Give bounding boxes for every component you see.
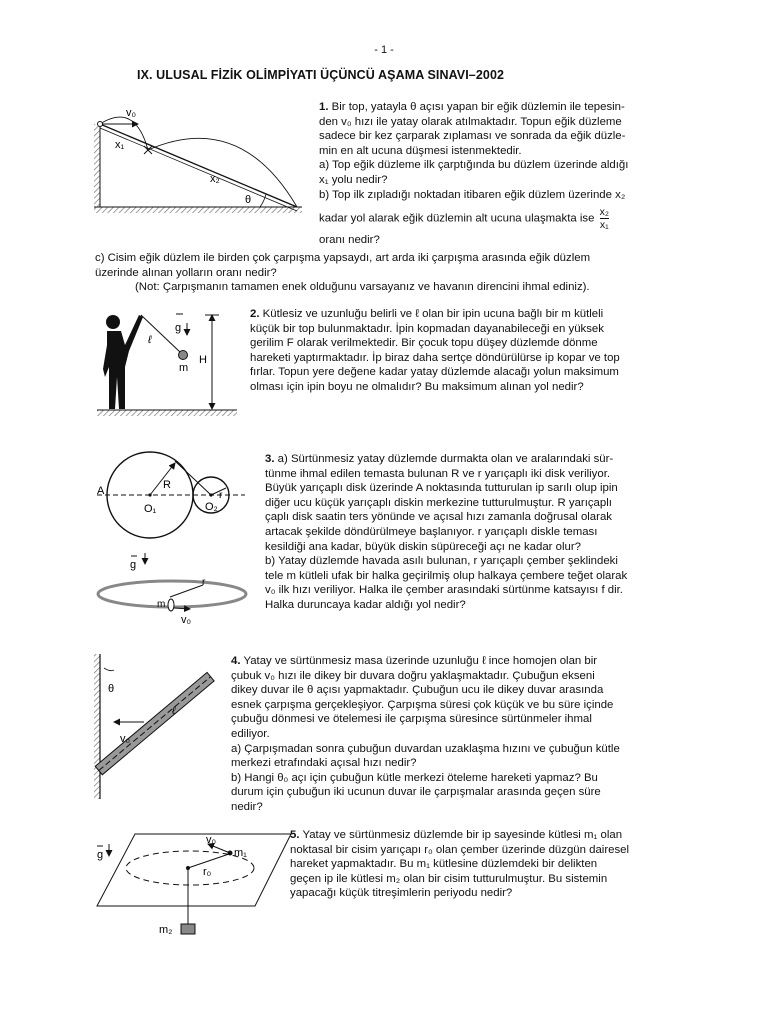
q2-text: [250, 307, 682, 395]
trajectory-2: [148, 138, 297, 207]
q3-line: tünme ihmal edilen temasta bulunan R ve r yarıçaplı iki disk veriliyor.: [265, 467, 611, 480]
q1-line: b) Top ilk zıpladığı noktadan itibaren eğik düzlem üzerinde x₂: [319, 188, 626, 201]
q5-text: [290, 828, 683, 901]
q2-line: Kütlesiz ve uzunluğu belirli ve ℓ olan bir ipin ucuna bağlı bir m kütleli: [262, 308, 604, 320]
m-label: m: [179, 362, 189, 374]
q4-figure: [92, 652, 222, 802]
ground-hatch: [94, 207, 302, 213]
q3-line: diğer ucu küçük yarıçaplı diskin merkezine tutturulmuştur. R yarıçaplı: [265, 496, 612, 509]
q4-line: çubuğu dönmesi ve ötelemesi ile çarpışma süresince sürtünmeler ihmal: [231, 713, 592, 726]
q3-line: Büyük yarıçaplı disk üzerinde A noktasında tutturulan ip sarılı olup ipin: [265, 482, 618, 495]
q1-line: sadece bir kez çarparak zıplaması ve sonrada da eğik düzle-: [319, 130, 626, 143]
q5-number: 5.: [290, 829, 300, 841]
rope: [141, 315, 181, 353]
q1-note: (Not: Çarpışmanın tamamen enek olduğunu varsayanız ve havanın direncini ihmal ediniz).: [135, 281, 590, 294]
q3-line: v₀ ilk hızı veriliyor. Halka ile çember arasındaki sürtünme katsayısı f dir.: [265, 584, 623, 597]
q4-line: esnek çarpışma gerçekleşiyor. Çarpışma süresi çok küçük ve bu süre içinde: [231, 698, 614, 711]
q3-text: [265, 452, 683, 613]
q3-line: artacak şekilde döndürülmeye başlanıyor. r yarıçaplı diskle teması: [265, 525, 598, 538]
q3-figure: [95, 448, 255, 638]
q1-line: min en alt ucuna düşmesi istenmektedir.: [319, 144, 522, 157]
q3-line: a) Sürtünmesiz yatay düzlemde durmakta olan ve aralarındaki sür-: [277, 453, 614, 465]
l-label: ℓ: [148, 334, 152, 346]
q2-number: 2.: [250, 308, 260, 320]
child-head: [106, 315, 120, 329]
incline-line: [100, 124, 297, 207]
q3-line: çaplı disk saatin ters yönünde ve açısal hızı zamanla doğrusal olarak: [265, 511, 612, 524]
m-label: m: [157, 599, 166, 610]
m1-label: m₁: [234, 847, 247, 859]
q1-figure: [90, 100, 305, 215]
q2-line: hareketi yaptırmaktadır. İp biraz daha sertçe döndürülürse ip kopar ve top: [250, 351, 620, 364]
q1-line: a) Top eğik düzleme ilk çarptığında bu düzlem üzerinde aldığı: [319, 159, 629, 172]
q4-line: nedir?: [231, 800, 263, 813]
q1-c-text: [95, 251, 685, 295]
H-label: H: [199, 354, 207, 366]
r2-label: r: [202, 577, 206, 588]
q3-line: Halka duruncaya kadar aldığı yol nedir?: [265, 598, 466, 611]
q4-line: a) Çarpışmadan sonra çubuğun duvardan uzaklaşma hızını ve çubuğun kütle: [231, 742, 620, 755]
page-title: IX. ULUSAL FİZİK OLİMPİYATI ÜÇÜNCÜ AŞAMA SINAVI–2002: [137, 68, 505, 82]
q5-line: geçen ip ile kütlesi m₂ olan bir cisim tutturulmuştur. Bu sistemin: [290, 872, 608, 885]
q5-line: yapacağı küçük titreşimlerin periyodu nedir?: [290, 887, 513, 900]
child-body: [103, 315, 143, 409]
q1-number: 1.: [319, 101, 329, 113]
q2-figure: [95, 305, 240, 420]
R-label: R: [163, 479, 171, 491]
g-label: g: [175, 322, 182, 334]
page-number: - 1 -: [374, 44, 394, 56]
theta-label: θ: [108, 683, 115, 695]
q1-b-end: oranı nedir?: [319, 234, 380, 247]
q4-text: [231, 654, 683, 815]
ball: [179, 351, 188, 360]
v0-label: v₀: [181, 614, 192, 626]
q1-c-line: c) Cisim eğik düzlem ile birden çok çarpışma yapsaydı, art arda iki çarpışma arasında eğik düzlem: [95, 252, 591, 264]
m2-label: m₂: [159, 924, 173, 936]
O2-label: O₂: [205, 501, 218, 513]
v0-label: v₀: [120, 733, 131, 745]
q4-line: merkezi etrafındaki açısal hızı nedir?: [231, 757, 417, 770]
x2-label: x₂: [210, 173, 220, 185]
x1-label: x₁: [115, 139, 125, 151]
q4-line: dikey duvar ile θ açısı yapmaktadır. Çubuğun ucu ile dikey duvar arasında: [231, 684, 604, 697]
O1-label: O₁: [144, 503, 157, 515]
v0-label: v₀: [126, 107, 137, 119]
q2-line: olması için ipin boyu ne olmalıdır? Bu maksimum alınan yol nedir?: [250, 380, 584, 393]
l-label: ℓ: [172, 705, 176, 717]
frac-numerator: x₂: [599, 206, 609, 219]
q2-line: gerilim F olarak verilmektedir. Bir çocuk topu düşey düzlemde dönme: [250, 337, 598, 350]
q4-line: Yatay ve sürtünmesiz masa üzerinde uzunluğu ℓ ince homojen olan bir: [243, 655, 598, 667]
ball: [98, 122, 103, 127]
q4-line: çubuk v₀ hızı ile dikey bir duvara doğru yaklaşmaktadır. Çubuğun ekseni: [231, 669, 595, 682]
q1-c-line: üzerinde alınan yolların oranı nedir?: [95, 266, 277, 279]
q1-line: Bir top, yatayla θ açısı yapan bir eğik düzlemin ile tepesin-: [331, 101, 625, 113]
q3-line: kesildiği ana kadar, büyük diskin süpüreceği açı ne kadar olur?: [265, 540, 581, 553]
r-label: r: [219, 489, 223, 501]
q4-line: ediliyor.: [231, 727, 270, 740]
theta-label: θ: [245, 194, 252, 206]
v0-label: v₀: [206, 834, 217, 846]
frac-denominator: x₁: [599, 219, 609, 232]
q1-text: [319, 100, 679, 248]
q3-number: 3.: [265, 453, 275, 465]
q1-line: den v₀ hızı ile yatay olarak atılmaktadır. Topun eğik düzleme: [319, 115, 622, 128]
q4-line: durum için çubuğun iki ucunun duvar ile çarpışmalar arasında geçen süre: [231, 786, 601, 799]
q2-line: küçük bir top bulunmaktadır. İpin kopmadan dayanabileceği en yüksek: [250, 322, 604, 335]
q5-line: Yatay ve sürtünmesiz düzlemde bir ip sayesinde kütlesi m₁ olan: [302, 829, 623, 841]
q5-line: noktasal bir cisim yarıçapı r₀ olan çember üzerinde düzgün dairesel: [290, 843, 630, 856]
q5-line: hareket yapmaktadır. Bu m₁ kütlesine düzlemdeki bir delikten: [290, 858, 598, 871]
q4-number: 4.: [231, 655, 241, 667]
q2-line: fırlar. Topun yere değene kadar yatay düzlemde alacağı yolun maksimum: [250, 366, 619, 379]
g-label: g: [97, 849, 104, 861]
q1-line: x₁ yolu nedir?: [319, 173, 388, 186]
A-label: A: [97, 485, 105, 497]
m2-mass: [181, 924, 195, 934]
q1-b-cont: kadar yol alarak eğik düzlemin alt ucuna ulaşmakta ise: [319, 212, 595, 225]
g-label: g: [130, 559, 137, 571]
q3-line: tele m kütleli ufak bir halka geçirilmiş olup halkaya çembere teğet olarak: [265, 569, 628, 582]
small-ring: [168, 599, 174, 611]
q5-figure: [95, 826, 295, 941]
q3-line: b) Yatay düzlemde havada asılı bulunan, r yarıçaplı çember şeklindeki: [265, 555, 618, 568]
r0-label: r₀: [203, 866, 212, 878]
wall-hatch: [94, 654, 100, 799]
q4-line: b) Hangi θ₀ açı için çubuğun kütle merkezi öteleme hareketi yapmaz? Bu: [231, 771, 598, 784]
